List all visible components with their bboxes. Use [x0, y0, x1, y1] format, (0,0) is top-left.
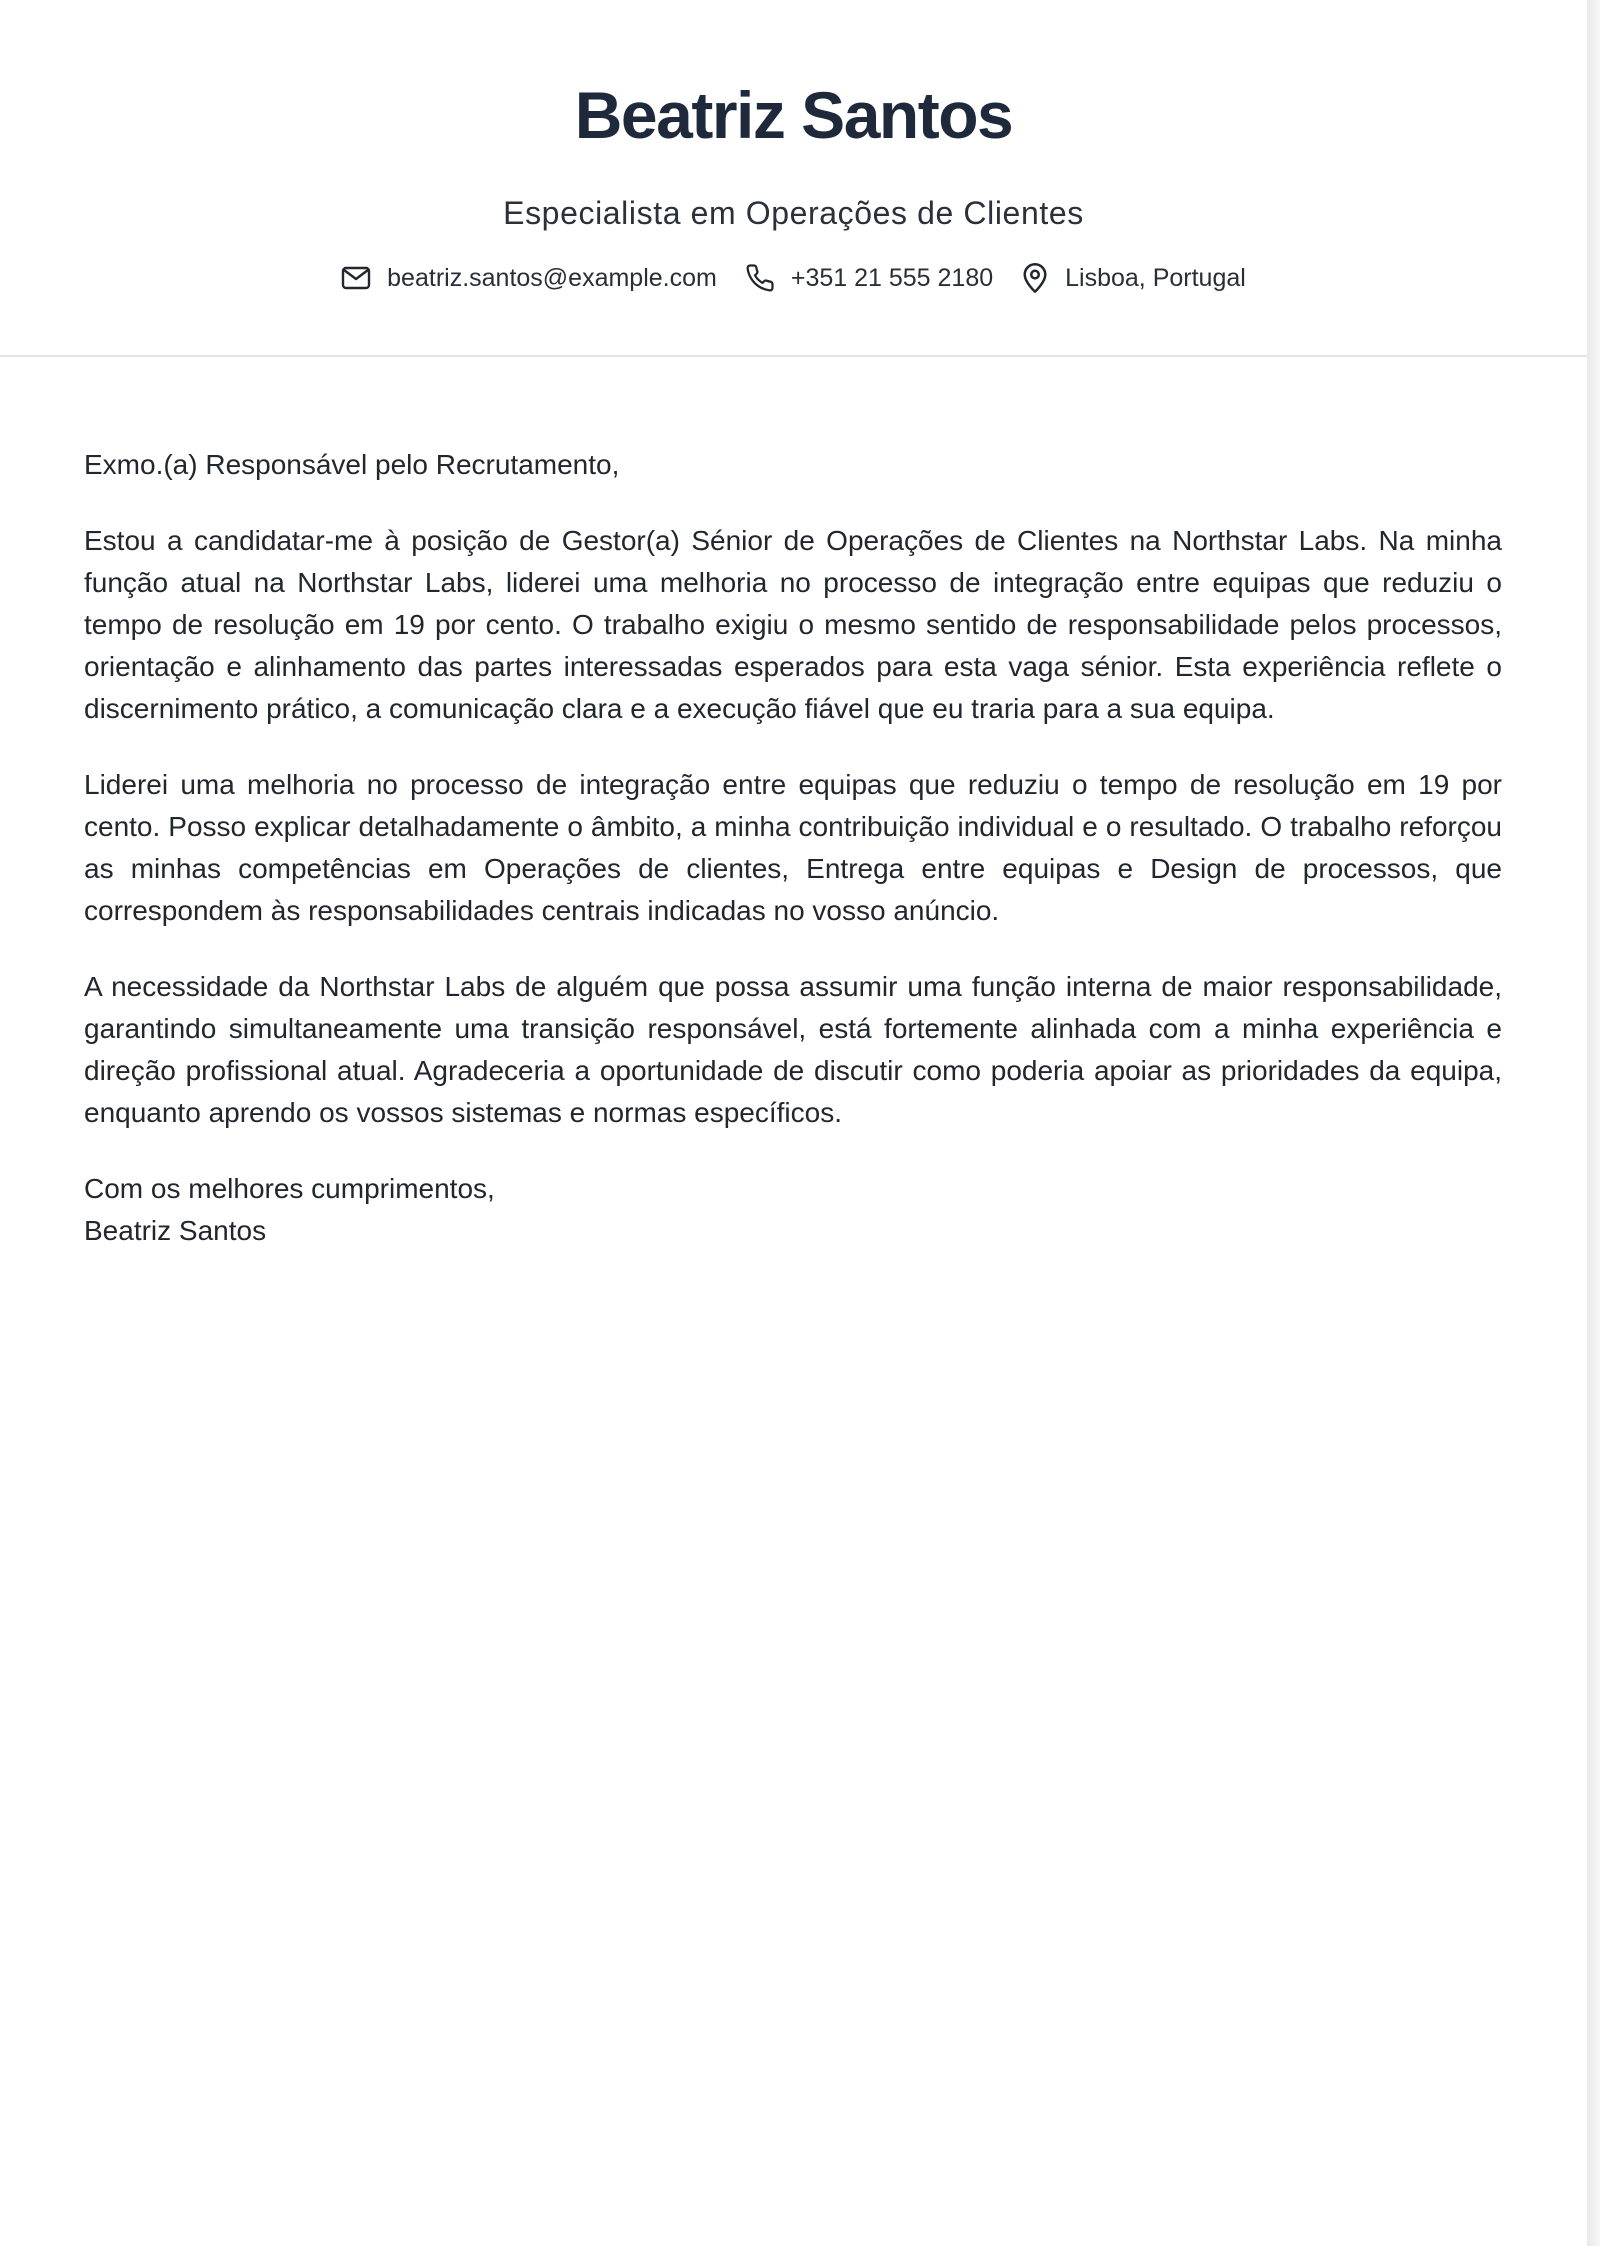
body-paragraph-3: A necessidade da Northstar Labs de alguém que possa assumir uma função interna de maior responsabilidade, garantindo simultaneamente uma transição responsável, está fortemente alinhada com a minha experiência e direção profissional atual. Agradeceria a oportunidade de discutir como poderia apoiar as prioridades da equipa, enquanto aprendo os vossos sistemas e normas específicos. — [84, 971, 1502, 1128]
applicant-role: Especialista em Operações de Clientes — [503, 195, 1084, 231]
salutation: Exmo.(a) Responsável pelo Recrutamento, — [84, 449, 620, 480]
contact-email[interactable] — [341, 264, 717, 293]
location-pin-icon — [1021, 262, 1049, 294]
body-paragraph-1: Estou a candidatar-me à posição de Gestor(a) Sénior de Operações de Clientes na Northstar Labs. Na minha função atual na Northstar Labs, liderei uma melhoria no processo de integração entre equipas que reduziu o tempo de resolução em 19 por cento. O trabalho exigiu o mesmo sentido de responsabilidade pelos processos, orientação e alinhamento das partes interessadas esperados para esta vaga sénior. Esta experiência reflete o discernimento prático, a comunicação clara e a execução fiável que eu traria para a sua equipa. — [84, 525, 1502, 724]
signature: Beatriz Santos — [84, 1215, 267, 1246]
mail-icon — [341, 266, 371, 290]
contact-bar — [0, 262, 1587, 294]
closing-block — [84, 1168, 1502, 1252]
location-text: Lisboa, Portugal — [1065, 263, 1246, 292]
contact-location — [1021, 262, 1246, 294]
phone-text: +351 21 555 2180 — [790, 263, 994, 292]
closing-line: Com os melhores cumprimentos, — [84, 1173, 495, 1204]
contact-phone[interactable] — [745, 263, 993, 293]
phone-icon — [745, 263, 775, 293]
page-edge-shadow — [1587, 0, 1600, 2246]
email-text: beatriz.santos@example.com — [387, 263, 717, 292]
letter-body — [84, 444, 1502, 1252]
letter-header — [0, 0, 1587, 357]
body-paragraph-2: Liderei uma melhoria no processo de integração entre equipas que reduziu o tempo de resolução em 19 por cento. Posso explicar detalhadamente o âmbito, a minha contribuição individual e o resultado. O trabalho reforçou as minhas competências em Operações de clientes, Entrega entre equipas e Design de processos, que correspondem às responsabilidades centrais indicadas no vosso anúncio. — [84, 769, 1502, 926]
applicant-name: Beatriz Santos — [574, 78, 1013, 152]
